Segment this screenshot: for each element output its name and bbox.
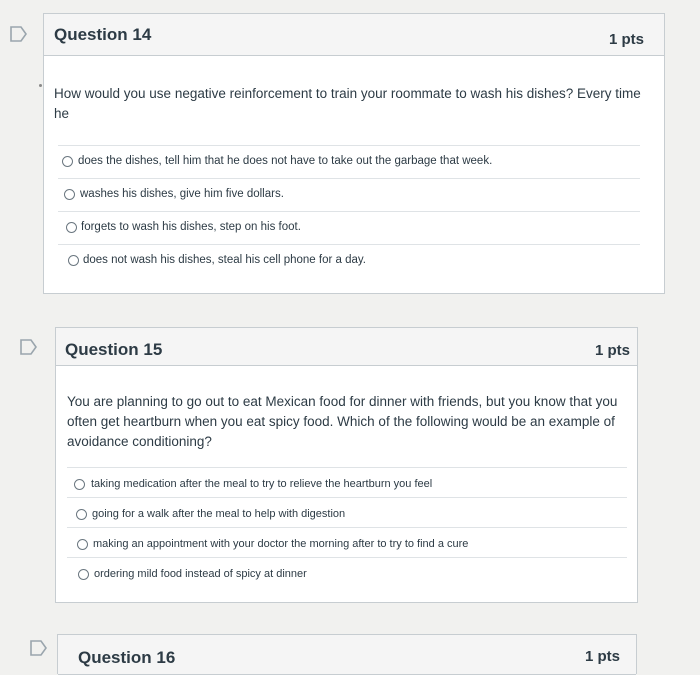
question-card xyxy=(43,13,665,294)
answer-label: making an appointment with your doctor the morning after to try to find a cure xyxy=(93,538,469,550)
answer-option[interactable] xyxy=(58,178,640,211)
question-text-line: he xyxy=(54,106,70,121)
question-points: 1 pts xyxy=(608,31,644,48)
radio-button[interactable] xyxy=(68,255,79,266)
radio-button[interactable] xyxy=(76,509,87,520)
answer-label: washes his dishes, give him five dollars. xyxy=(80,188,284,200)
question-header xyxy=(56,328,637,366)
question-title: Question 16 xyxy=(78,648,176,667)
flag-question-icon[interactable] xyxy=(20,339,38,355)
bullet-marker xyxy=(39,84,42,87)
question-header xyxy=(44,14,664,56)
radio-button[interactable] xyxy=(64,189,75,200)
radio-button[interactable] xyxy=(66,222,77,233)
answer-label: ordering mild food instead of spicy at dinner xyxy=(94,568,307,580)
question-text-line: avoidance conditioning? xyxy=(67,434,212,449)
question-text-line: often get heartburn when you eat spicy food. Which of the following would be an example of xyxy=(67,414,615,429)
question-text-line: How would you use negative reinforcement to train your roommate to wash his dishes? Every time xyxy=(54,86,641,101)
answer-option[interactable] xyxy=(67,557,627,587)
radio-button[interactable] xyxy=(62,156,73,167)
radio-button[interactable] xyxy=(74,479,85,490)
answer-label: does the dishes, tell him that he does not have to take out the garbage that week. xyxy=(78,155,493,167)
answer-label: taking medication after the meal to try to relieve the heartburn you feel xyxy=(91,478,433,490)
answer-label: going for a walk after the meal to help with digestion xyxy=(92,508,346,520)
answer-option[interactable] xyxy=(58,145,640,178)
question-text xyxy=(54,84,654,124)
flag-question-icon[interactable] xyxy=(10,26,28,42)
answer-option[interactable] xyxy=(58,244,640,277)
radio-button[interactable] xyxy=(78,569,89,580)
answer-option[interactable] xyxy=(67,527,627,557)
question-card xyxy=(57,634,637,674)
question-title: Question 14 xyxy=(54,25,152,44)
answer-option[interactable] xyxy=(67,467,627,497)
answer-option[interactable] xyxy=(67,497,627,527)
question-text xyxy=(67,392,627,452)
flag-question-icon[interactable] xyxy=(30,640,48,656)
question-points: 1 pts xyxy=(594,342,630,359)
question-header xyxy=(58,635,636,675)
question-points: 1 pts xyxy=(584,648,620,665)
answer-option[interactable] xyxy=(58,211,640,244)
question-title: Question 15 xyxy=(65,340,163,359)
radio-button[interactable] xyxy=(77,539,88,550)
answer-label: does not wash his dishes, steal his cell phone for a day. xyxy=(83,254,366,266)
answer-label: forgets to wash his dishes, step on his foot. xyxy=(81,221,301,233)
question-card xyxy=(55,327,638,603)
question-text-line: You are planning to go out to eat Mexican food for dinner with friends, but you know that you xyxy=(67,394,618,409)
